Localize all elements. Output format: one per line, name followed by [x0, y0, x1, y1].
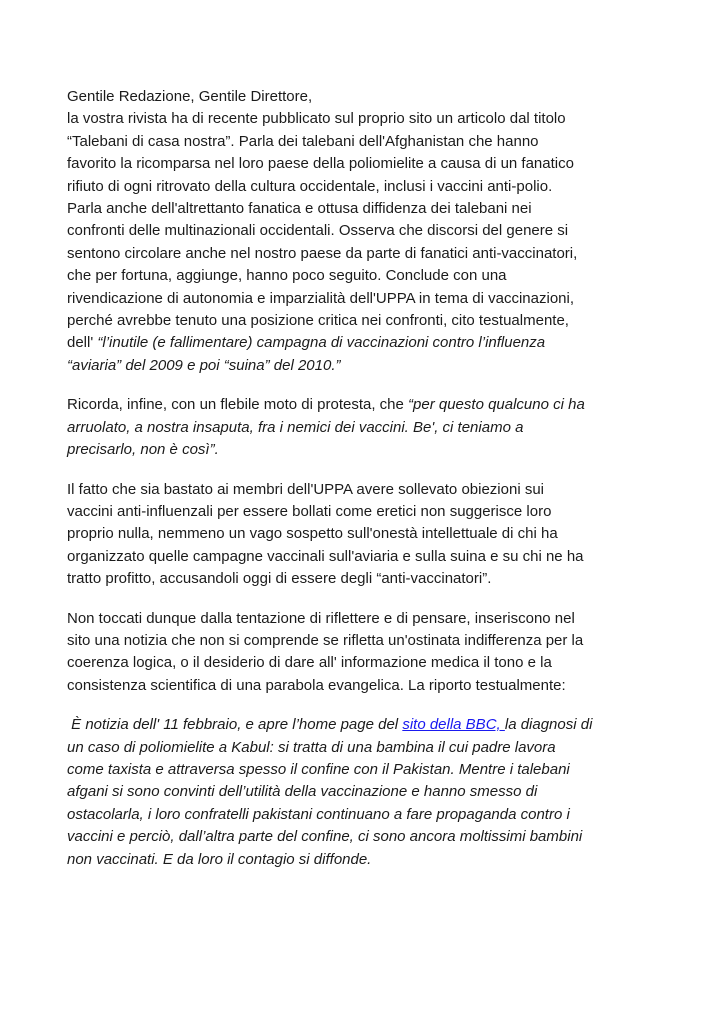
text-run: tratto profitto, accusandoli oggi di essere degli “anti-vaccinatori”. [67, 570, 492, 588]
text-run: consistenza scientifica di una parabola evangelica. La riporto testualmente: [67, 676, 566, 694]
text-run: non vaccinati. E da loro il contagio si diffonde. [67, 850, 372, 868]
text-run: organizzato quelle campagne vaccinali sull'aviaria e sulla suina e su chi ne ha [67, 547, 584, 565]
text-line [67, 826, 662, 848]
text-run: “per questo qualcuno ci ha [408, 396, 585, 414]
text-line [67, 265, 662, 287]
text-run: Parla anche dell'altrettanto fanatica e ottusa diffidenza dei talebani nei [67, 200, 532, 218]
text-run: “aviaria” del 2009 e poi “suina” del 2010.” [67, 356, 341, 374]
text-line [67, 759, 662, 781]
text-run: perché avrebbe tenuto una posizione critica nei confronti, cito testualmente, [67, 312, 569, 330]
text-line [67, 220, 662, 242]
text-run: È notizia dell' 11 febbraio, e apre l’home page del [67, 716, 403, 734]
text-line [67, 849, 662, 871]
text-line [67, 288, 662, 310]
text-line [67, 630, 662, 652]
text-run: un caso di poliomielite a Kabul: si tratta di una bambina il cui padre lavora [67, 738, 556, 756]
text-run: favorito la ricomparsa nel loro paese della poliomielite a causa di un fanatico [67, 155, 574, 173]
text-run: proprio nulla, nemmeno un vago sospetto sull'onestà intellettuale di chi ha [67, 525, 558, 543]
text-line [67, 86, 662, 108]
text-run: precisarlo, non è così”. [67, 441, 219, 459]
text-line [67, 131, 662, 153]
text-run: sito una notizia che non si comprende se rifletta un'ostinata indifferenza per la [67, 631, 584, 649]
text-line [67, 417, 662, 439]
text-run: confronti delle multinazionali occidentali. Osserva che discorsi del genere si [67, 222, 569, 240]
text-line [67, 332, 662, 354]
paragraph [67, 479, 662, 591]
text-run: Ricorda, infine, con un flebile moto di protesta, che [67, 396, 409, 414]
text-line [67, 652, 662, 674]
text-line [67, 310, 662, 332]
text-line [67, 546, 662, 568]
text-run: dell' [67, 334, 98, 352]
text-run: Gentile Redazione, Gentile Direttore, [67, 88, 313, 105]
text-run: vaccini e perciò, dall’altra parte del confine, ci sono ancora moltissimi bambini [67, 828, 583, 846]
paragraph [67, 714, 662, 871]
text-line [67, 804, 662, 826]
text-run: come taxista e attraversa spesso il confine con il Pakistan. Mentre i talebani [67, 760, 570, 778]
text-run: coerenza logica, o il desiderio di dare all' informazione medica il tono e la [67, 654, 552, 672]
text-run: Non toccati dunque dalla tentazione di riflettere e di pensare, inseriscono nel [67, 609, 575, 627]
text-line [67, 608, 662, 630]
text-run: ostacolarla, i loro confratelli pakistani continuano a fare propaganda contro i [67, 805, 570, 823]
text-run: “Talebani di casa nostra”. Parla dei talebani dell'Afghanistan che hanno [67, 132, 539, 150]
text-run: afgani si sono convinti dell’utilità della vaccinazione e hanno smesso di [67, 783, 538, 801]
text-run: sentono circolare anche nel nostro paese da parte di fanatici anti-vaccinatori, [67, 244, 578, 262]
text-run: la vostra rivista ha di recente pubblicato sul proprio sito un articolo dal titolo [67, 110, 566, 128]
paragraph [67, 394, 662, 461]
text-line [67, 523, 662, 545]
text-line [67, 355, 662, 377]
text-line [67, 714, 662, 736]
text-line [67, 176, 662, 198]
text-line [67, 479, 662, 501]
text-run: che per fortuna, aggiunge, hanno poco seguito. Conclude con una [67, 267, 507, 285]
text-line [67, 737, 662, 759]
text-run: arruolato, a nostra insaputa, fra i nemici dei vaccini. Be', ci teniamo a [67, 418, 524, 436]
text-run: la diagnosi di [504, 716, 593, 734]
text-line [67, 153, 662, 175]
text-line [67, 439, 662, 461]
text-line [67, 501, 662, 523]
paragraph [67, 608, 662, 698]
text-line [67, 781, 662, 803]
text-line [67, 243, 662, 265]
text-line [67, 568, 662, 590]
paragraph [67, 86, 662, 377]
text-line [67, 675, 662, 697]
document-body [67, 86, 662, 871]
text-run: rifiuto di ogni ritrovato della cultura occidentale, inclusi i vaccini anti-polio. [67, 177, 553, 195]
text-line [67, 108, 662, 130]
text-run: “l’inutile (e fallimentare) campagna di vaccinazioni contro l’influenza [97, 334, 546, 352]
bbc-site-link[interactable]: sito della BBC, [402, 716, 505, 734]
text-run: rivendicazione di autonomia e imparzialità dell'UPPA in tema di vaccinazioni, [67, 289, 575, 307]
text-line [67, 198, 662, 220]
text-run: Il fatto che sia bastato ai membri dell'UPPA avere sollevato obiezioni sui [67, 480, 544, 498]
text-line [67, 394, 662, 416]
text-run: vaccini anti-influenzali per essere bollati come eretici non suggerisce loro [67, 502, 552, 520]
